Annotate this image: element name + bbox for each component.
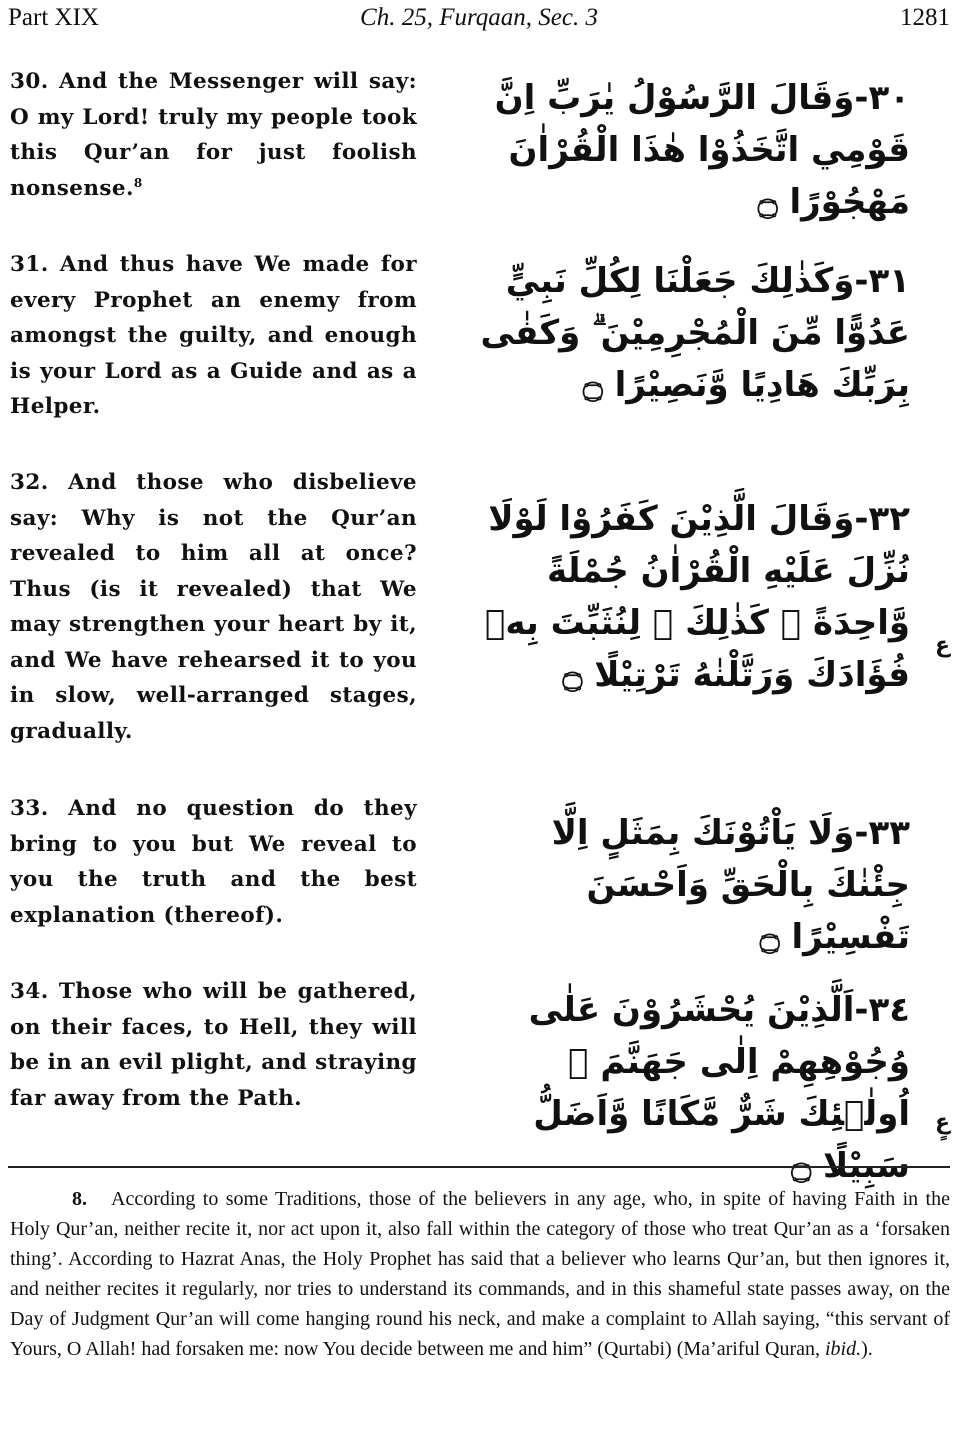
verse-translation: 33. And no question do they bring to you but We reveal to you the truth and the best explanation (thereof). (10, 796, 417, 928)
verse-arabic: ٣١-وَكَذٰلِكَ جَعَلْنَا لِكُلِّ نَبِيٍّ عَدُوًّا مِّنَ الْمُجْرِمِيْنَ ۗ وَكَفٰى بِرَبِّكَ هَادِيًا وَّنَصِيْرًا ۝ (480, 261, 910, 405)
footnote-text: According to some Traditions, those of the believers in any age, who, in spite of having Faith in the Holy Qur’an, neither recite it, nor act upon it, also fall within the category of those who treat Qur’an as a ‘forsaken thing’. According to Hazrat Anas, the Holy Prophet has said that a believer who learns Qur’an, but then ignores it, and neither recites it regularly, nor tries to understand its commands, and in this shameful state passes away, on the Day of Judgment Qur’an will come hanging round his neck, and make a complaint to Allah saying, “this servant of Yours, O Allah! had forsaken me: now You decide between me and him” (Qurtabi) (Ma’ariful Quran, (10, 1188, 950, 1360)
ruku-margin-mark: عٍ (934, 1110, 950, 1135)
footnote-number: 8. (72, 1188, 87, 1210)
verse-translation: 30. And the Messenger will say: O my Lord! truly my people took this Qur’an for just foolish nonsense.$^8$ (10, 69, 417, 201)
verse-translation: 31. And thus have We made for every Prophet an enemy from amongst the guilty, and enough is your Lord as a Guide and as a Helper. (10, 252, 417, 419)
verse-arabic: ٣٢-وَقَالَ الَّذِيْنَ كَفَرُوْا لَوْلَا نُزِّلَ عَلَيْهِ الْقُرْاٰنُ جُمْلَةً وَّاحِدَةً ۚ كَذٰلِكَ ۚ لِنُثَبِّتَ بِهٖ فُؤَادَكَ وَرَتَّلْنٰهُ تَرْتِيْلًا ۝ (484, 499, 910, 695)
part-label: Part XIX (8, 4, 99, 31)
verse-arabic: ٣٤-اَلَّذِيْنَ يُحْشَرُوْنَ عَلٰى وُجُوْهِهِمْ اِلٰى جَهَنَّمَ ۙ اُولٰۤئِكَ شَرٌّ مَّكَانًا وَّاَضَلُّ سَبِيْلًا ۝ (528, 990, 910, 1186)
verse-translation: 34. Those who will be gathered, on their faces, to Hell, they will be in an evil plight, and straying far away from the Path. (10, 979, 417, 1111)
footnote-ref: 8 (133, 175, 143, 190)
footnote-ibid: ibid. (825, 1338, 862, 1360)
page-number: 1281 (900, 4, 950, 31)
verse-arabic: ٣٠-وَقَالَ الرَّسُوْلُ يٰرَبِّ اِنَّ قَوْمِي اتَّخَذُوْا هٰذَا الْقُرْاٰنَ مَهْجُوْرًا ۝ (494, 78, 910, 222)
footnote-divider (8, 1166, 950, 1168)
verse-translation: 32. And those who disbelieve say: Why is not the Qur’an revealed to him all at once? Thus (is it revealed) that We may strengthen your heart by it, and We have rehearsed it to you in slow, well-arranged stages, gradually. (10, 470, 417, 744)
footnote-closing: ). (861, 1338, 873, 1360)
page-header (8, 4, 950, 38)
footnote (10, 1184, 950, 1364)
chapter-title: Ch. 25, Furqaan, Sec. 3 (360, 4, 598, 31)
verse-arabic: ٣٣-وَلَا يَاْتُوْنَكَ بِمَثَلٍ اِلَّا جِئْنٰكَ بِالْحَقِّ وَاَحْسَنَ تَفْسِيْرًا ۝ (551, 813, 910, 957)
section-margin-mark: ع (934, 633, 950, 658)
